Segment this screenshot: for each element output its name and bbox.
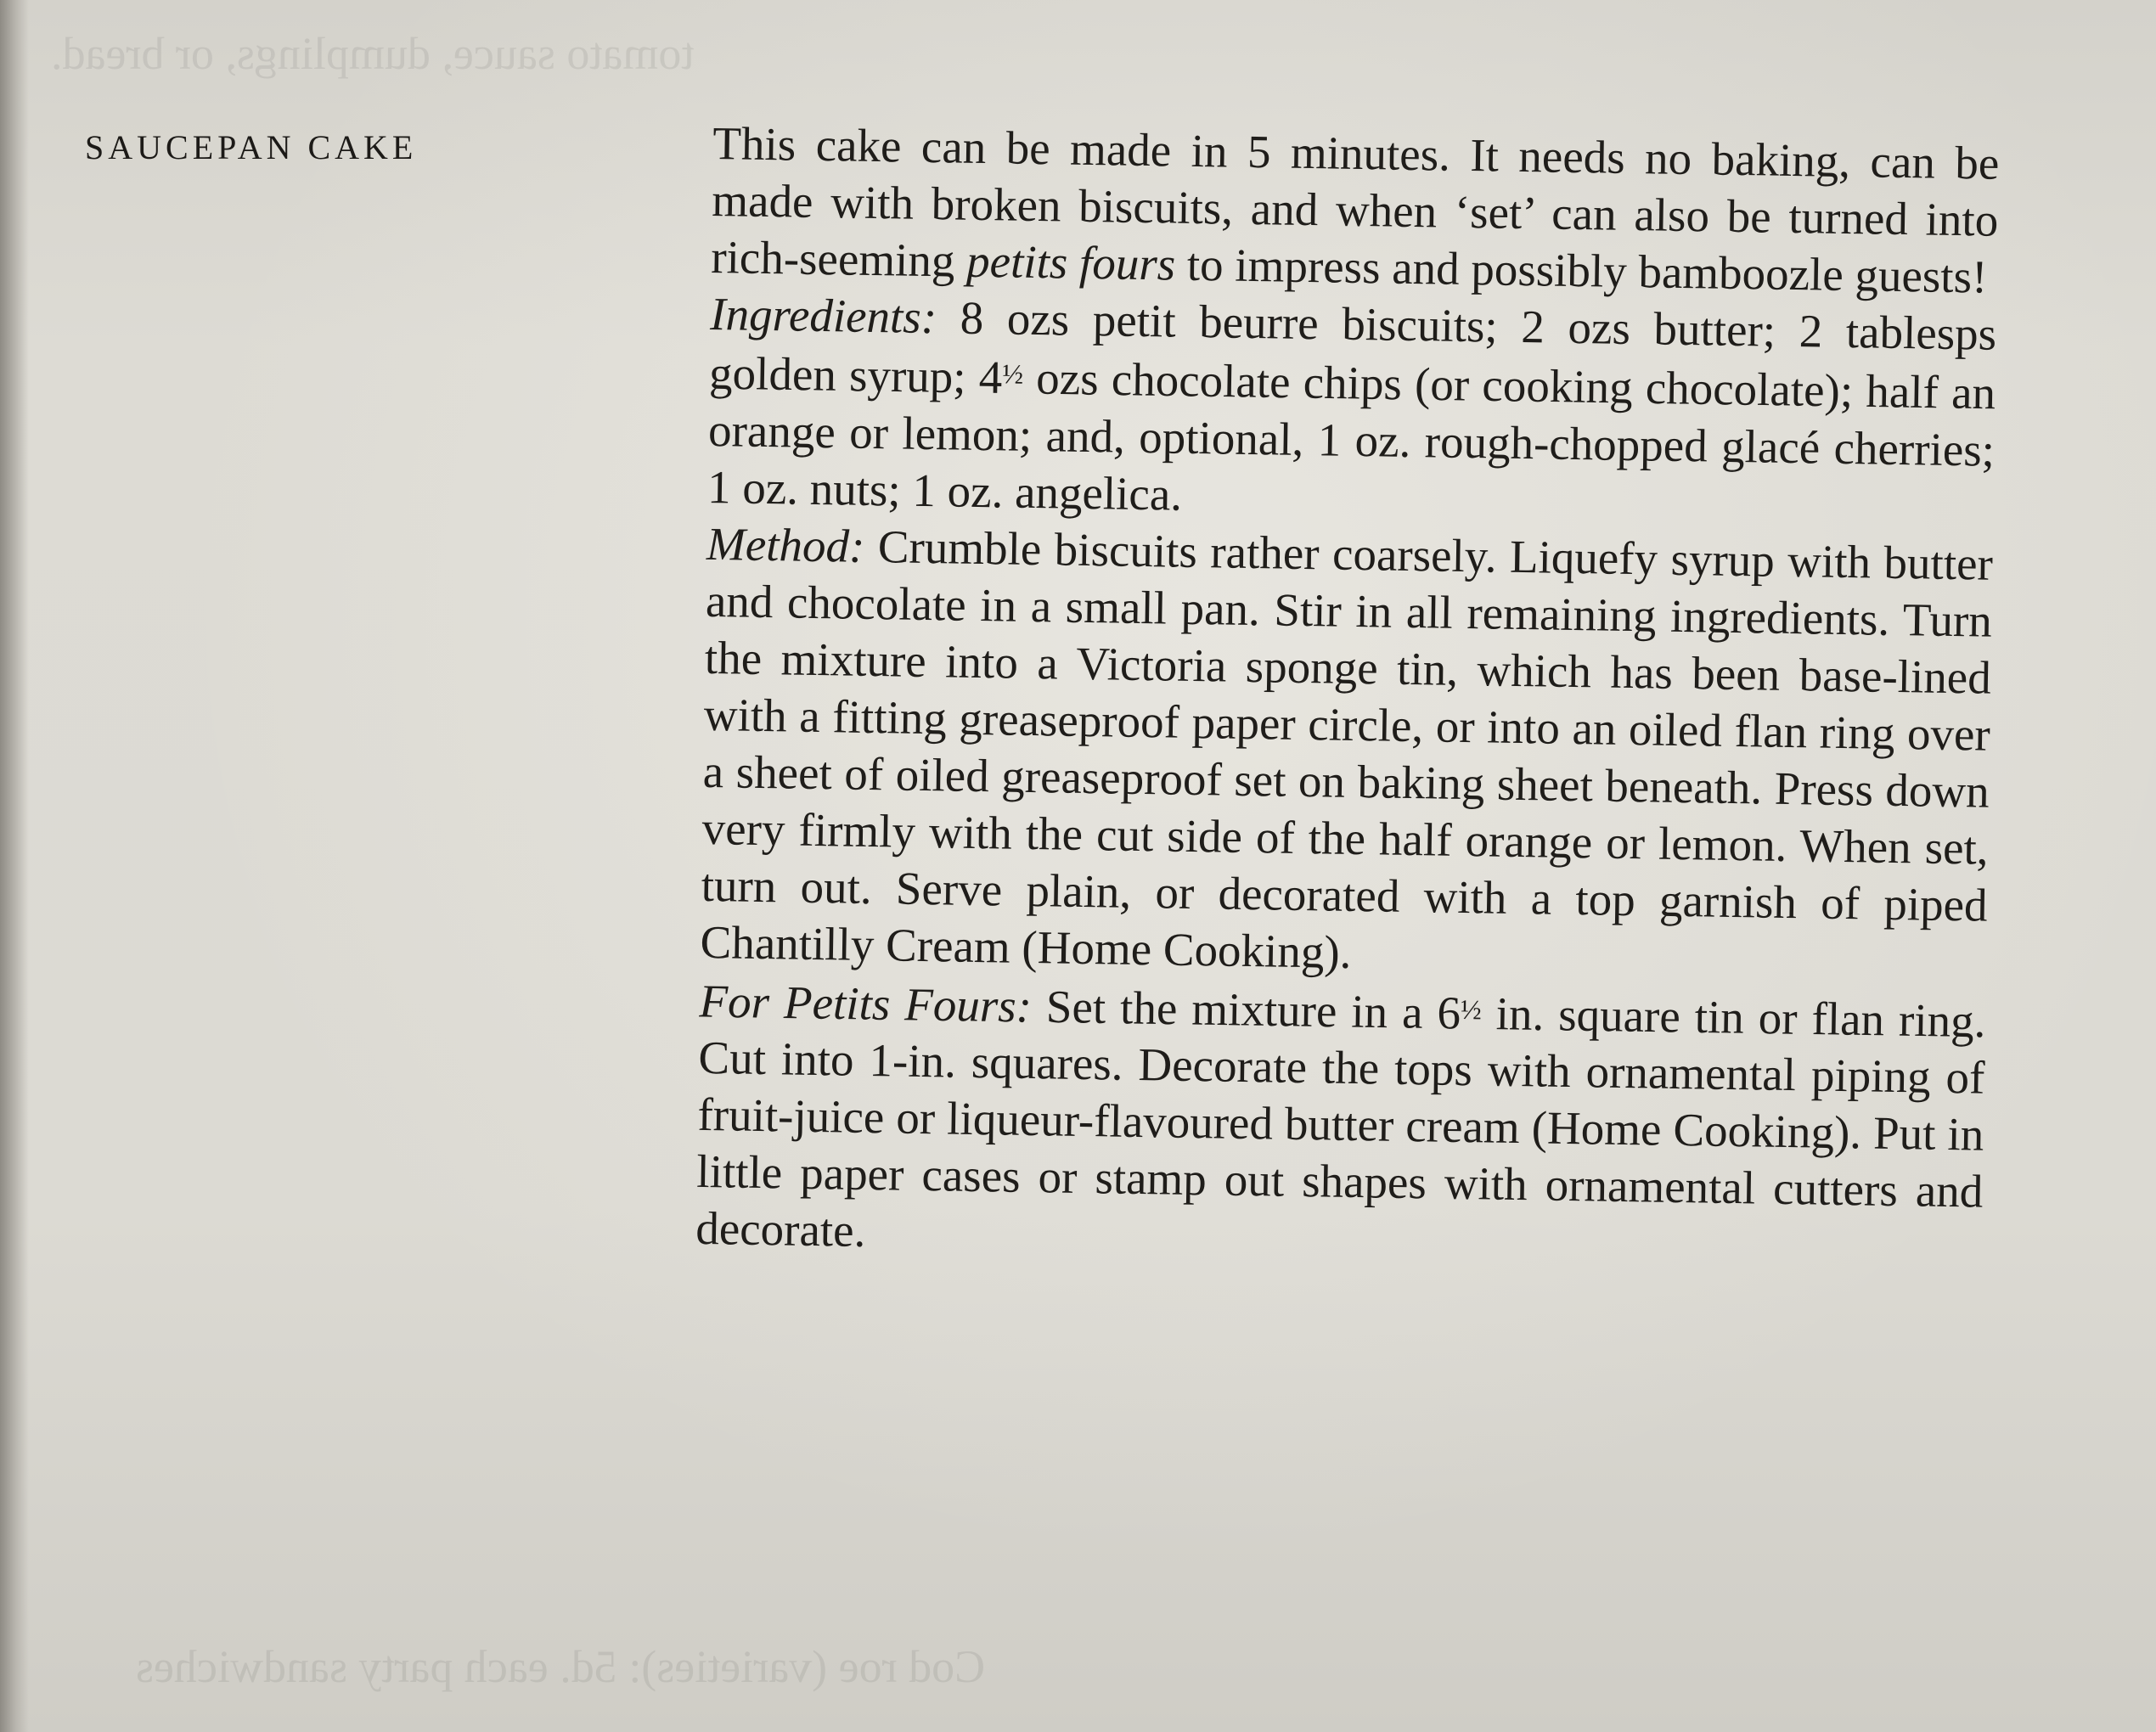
ingredients-label: Ingredients: [709, 287, 937, 344]
petits-fours-text: Set the mixture in a 6 [1031, 980, 1461, 1039]
method-paragraph [700, 515, 1993, 990]
petits-fours-fraction: ½ [1460, 994, 1483, 1026]
recipe-title: SAUCEPAN CAKE [85, 128, 418, 166]
intro-text-end: to impress and possibly bamboozle guests! [1174, 238, 1988, 303]
ingredients-text-end: ozs chocolate chips (or cooking chocolate); half an orange or lemon; and, optional, 1 oz. rough-chopped glacé cherries; 1 oz. nuts; 1 oz. angelica. [706, 351, 1996, 520]
show-through-text-top: tomato sauce, dumplings, or bread. [51, 28, 695, 79]
intro-italic-term: petits fours [965, 234, 1176, 290]
intro-text: This cake can be made in 5 minutes. It needs no baking, can be made with broken biscuits, and when ‘set’ can also be turned into rich-seeming [710, 116, 2000, 287]
ingredients-paragraph [707, 285, 1997, 535]
petits-fours-paragraph [695, 970, 1986, 1276]
page-gutter-shadow [0, 0, 29, 1732]
petits-fours-label: For Petits Fours: [699, 974, 1033, 1032]
recipe-body [695, 115, 2000, 1277]
show-through-text-bottom: Cod roe (varieties): 5d. each party sandwiches [136, 1641, 986, 1692]
petits-fours-text-end: in. square tin or flan ring. Cut into 1-in. squares. Decorate the tops with ornamental piping of fruit-juice or liqueur-flavoured butter cream (Home Cooking). Put in little paper cases or stamp out shapes with ornamental cutters and decorate. [695, 987, 1986, 1257]
ingredients-text: 8 ozs petit beurre biscuits; 2 ozs butter; 2 tablesps golden syrup; 4 [708, 291, 1997, 403]
intro-paragraph [711, 115, 2000, 306]
method-text: Crumble biscuits rather coarsely. Liquefy syrup with butter and chocolate in a small pan. Stir in all remaining ingredients. Turn the mixture into a Victoria sponge tin, which has been base-lined with a fitting greaseproof paper circle, or into an oiled flan ring over a sheet of oiled greaseproof set on baking sheet beneath. Press down very firmly with the cut side of the half orange or lemon. When set, turn out. Serve plain, or decorated with a top garnish of piped Chantilly Cream (Home Cooking). [700, 520, 1994, 978]
ingredients-fraction: ½ [1002, 359, 1024, 391]
method-label: Method: [706, 517, 865, 572]
